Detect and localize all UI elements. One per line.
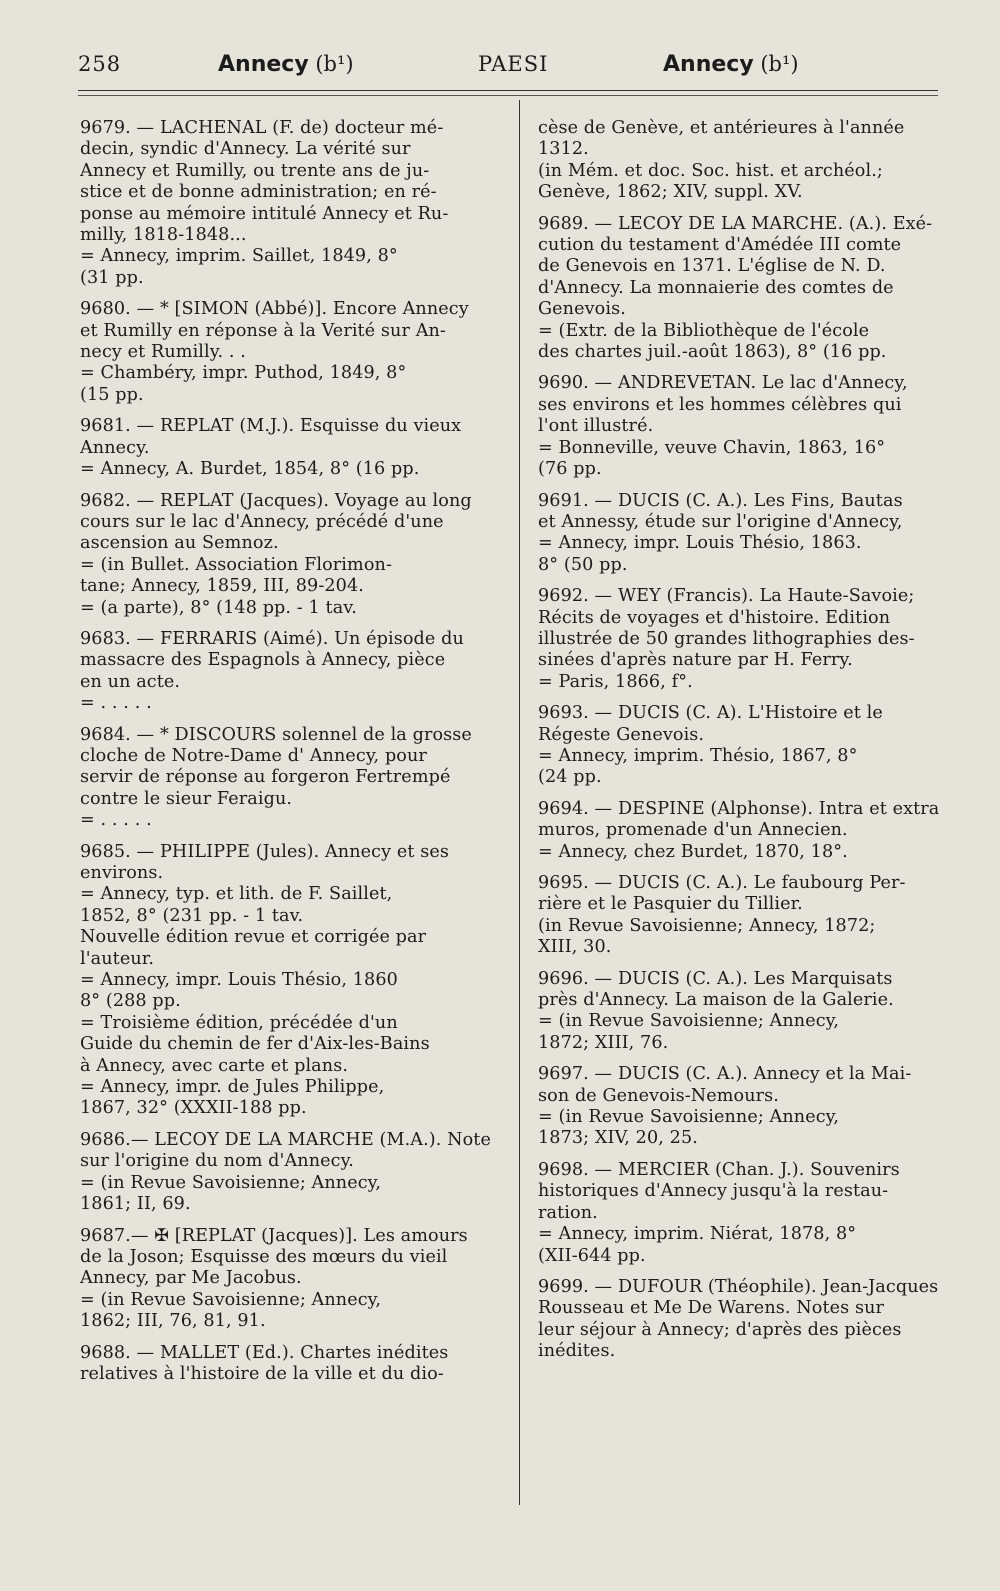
entry-line: 9698. — MERCIER (Chan. J.). Souvenirs [538,1159,900,1180]
entry-line: 9699. — DUFOUR (Théophile). Jean-Jacques [538,1276,939,1297]
bibliography-entry [538,1064,950,1150]
entry-line: cution du testament d'Amédée III comte [538,235,902,256]
entry-line: = . . . . . [80,810,152,831]
running-title-right-suffix: (b¹) [760,52,799,76]
entry-line: = Bonneville, veuve Chavin, 1863, 16° [538,437,886,458]
bibliography-entry [80,725,507,832]
entry-line: Annecy. [80,437,150,458]
entry-line: en un acte. [80,671,181,692]
entry-line: et Annessy, étude sur l'origine d'Annecy, [538,511,903,532]
bibliography-entry [538,799,950,863]
entry-line: = Annecy, imprim. Saillet, 1849, 8° [80,246,398,267]
entry-line: Annecy et Rumilly, ou trente ans de ju- [80,160,430,181]
entry-line: de Genevois en 1371. L'église de N. D. [538,256,886,277]
entry-line: decin, syndic d'Annecy. La vérité sur [80,139,411,160]
entry-line: contre le sieur Feraigu. [80,788,293,809]
entry-line: 1852, 8° (231 pp. - 1 tav. [80,905,304,926]
entry-line: (XII-644 pp. [538,1245,646,1266]
entry-line: (31 pp. [80,267,144,288]
entry-line: 9697. — DUCIS (C. A.). Annecy et la Mai- [538,1064,912,1085]
entry-line: cloche de Notre-Dame d' Annecy, pour [80,745,427,766]
entry-line: 1862; III, 76, 81, 91. [80,1311,266,1332]
entry-line: l'ont illustré. [538,416,654,437]
entry-line: 9690. — ANDREVETAN. Le lac d'Annecy, [538,373,908,394]
entry-line: Rousseau et Me De Warens. Notes sur [538,1298,885,1319]
entry-line: près d'Annecy. La maison de la Galerie. [538,990,894,1011]
entry-line: (in Mém. et doc. Soc. hist. et archéol.; [538,160,883,181]
entry-line: 9685. — PHILIPPE (Jules). Annecy et ses [80,841,449,862]
entry-line: Récits de voyages et d'histoire. Edition [538,607,891,628]
bibliography-entry [538,1160,950,1267]
entry-line: massacre des Espagnols à Annecy, pièce [80,650,446,671]
entry-line: = Annecy, imprim. Niérat, 1878, 8° [538,1224,857,1245]
entry-line: Annecy, par Me Jacobus. [80,1268,302,1289]
entry-line: Guide du chemin de fer d'Aix-les-Bains [80,1034,430,1055]
entry-line: ascension au Semnoz. [80,533,279,554]
entry-line: 8° (50 pp. [538,554,628,575]
header-rule-secondary [78,95,938,96]
entry-line: 9686.— LECOY DE LA MARCHE (M.A.). Note [80,1129,491,1150]
entry-line: d'Annecy. La monnaierie des comtes de [538,277,894,298]
entry-line: sinées d'après nature par H. Ferry. [538,650,853,671]
bibliography-entry [80,1226,507,1333]
bibliography-entry [538,969,950,1055]
bibliography-entry [80,1130,507,1216]
entry-line: 9688. — MALLET (Ed.). Chartes inédites [80,1342,449,1363]
entry-line: 9689. — LECOY DE LA MARCHE. (A.). Exé- [538,213,933,234]
entry-line: ponse au mémoire intitulé Annecy et Ru- [80,203,449,224]
entry-line: 9681. — REPLAT (M.J.). Esquisse du vieux [80,416,462,437]
entry-line: 9684. — * DISCOURS solennel de la grosse [80,724,472,745]
entry-line: (76 pp. [538,459,602,480]
entry-line: Régeste Genevois. [538,724,705,745]
entry-line: historiques d'Annecy jusqu'à la restau- [538,1181,889,1202]
entry-line: 8° (288 pp. [80,991,181,1012]
bibliography-entry [538,1277,950,1363]
entry-line: 1861; II, 69. [80,1194,191,1215]
entry-line: 1873; XIV, 20, 25. [538,1128,698,1149]
entry-line: l'auteur. [80,948,155,969]
entry-line: Nouvelle édition revue et corrigée par [80,927,427,948]
entry-line: 9691. — DUCIS (C. A.). Les Fins, Bautas [538,490,903,511]
bibliography-entry [538,873,950,959]
entry-line: 9679. — LACHENAL (F. de) docteur mé- [80,118,444,138]
entry-line: servir de réponse au forgeron Fertrempé [80,767,451,788]
entry-line: 9695. — DUCIS (C. A.). Le faubourg Per- [538,873,906,893]
entry-line: = Chambéry, impr. Puthod, 1849, 8° [80,363,407,384]
entry-line: Genevois. [538,299,626,320]
bibliography-entry [538,373,950,480]
entry-line: (24 pp. [538,767,602,788]
entry-line: = Annecy, A. Burdet, 1854, 8° (16 pp. [80,459,420,480]
page-number: 258 [78,52,122,76]
entry-line: leur séjour à Annecy; d'après des pièces [538,1319,902,1340]
entry-line: cours sur le lac d'Annecy, précédé d'une [80,511,444,532]
entry-line: et Rumilly en réponse à la Verité sur An- [80,320,446,341]
entry-line: 9693. — DUCIS (C. A). L'Histoire et le [538,703,883,724]
bibliography-entry [80,1343,507,1386]
entry-line: inédites. [538,1341,616,1362]
entry-line: = (in Revue Savoisienne; Annecy, [80,1289,382,1310]
entry-line: = . . . . . [80,693,152,714]
entry-line: de la Joson; Esquisse des mœurs du vieil [80,1246,448,1267]
entry-line: stice et de bonne administration; en ré- [80,182,437,203]
running-title-left-suffix: (b¹) [315,52,354,76]
entry-line: muros, promenade d'un Annecien. [538,820,848,841]
bibliography-entry [538,118,950,204]
left-column [80,118,507,1395]
entry-line: = (Extr. de la Bibliothèque de l'école [538,320,870,341]
running-title-left-text: Annecy [218,52,309,77]
entry-line: = Annecy, impr. Louis Thésio, 1863. [538,533,862,554]
entry-line: 9680. — * [SIMON (Abbé)]. Encore Annecy [80,299,469,320]
entry-line: = (a parte), 8° (148 pp. - 1 tav. [80,597,357,618]
entry-line: ration. [538,1202,598,1223]
entry-line: son de Genevois-Nemours. [538,1085,779,1106]
bibliography-entry [538,214,950,364]
bibliography-entry [80,416,507,480]
bibliography-entry [538,703,950,789]
right-column [538,118,950,1373]
entry-line: 1872; XIII, 76. [538,1032,669,1053]
entry-line: 9683. — FERRARIS (Aimé). Un épisode du [80,628,464,649]
running-title-left [218,52,354,77]
entry-line: illustrée de 50 grandes lithographies des- [538,628,915,649]
entry-line: = Annecy, typ. et lith. de F. Saillet, [80,884,393,905]
entry-line: sur l'origine du nom d'Annecy. [80,1151,354,1172]
bibliography-entry [538,586,950,693]
entry-line: = (in Revue Savoisienne; Annecy, [538,1011,840,1032]
entry-line: relatives à l'histoire de la ville et du dio- [80,1363,444,1384]
entry-line: = Annecy, chez Burdet, 1870, 18°. [538,841,848,862]
running-header [78,52,938,88]
entry-line: necy et Rumilly. . . [80,342,246,363]
entry-line: 9694. — DESPINE (Alphonse). Intra et extra [538,798,940,819]
entry-line: cèse de Genève, et antérieures à l'année [538,118,905,138]
bibliography-entry [80,299,507,406]
entry-line: environs. [80,863,164,883]
entry-line: = Annecy, imprim. Thésio, 1867, 8° [538,745,858,766]
entry-line: = Paris, 1866, f°. [538,671,693,692]
bibliography-entry [538,491,950,577]
entry-line: 1867, 32° (XXXII-188 pp. [80,1098,307,1119]
entry-line: ses environs et les hommes célèbres qui [538,394,902,415]
entry-line: tane; Annecy, 1859, III, 89-204. [80,576,364,597]
entry-line: XIII, 30. [538,937,612,958]
entry-line: = (in Revue Savoisienne; Annecy, [80,1172,382,1193]
entry-line: (in Revue Savoisienne; Annecy, 1872; [538,915,876,936]
header-rule [78,90,938,91]
entry-line: milly, 1818-1848... [80,225,247,246]
running-title-right [663,52,799,77]
entry-line: Genève, 1862; XIV, suppl. XV. [538,182,803,203]
entry-line: 9692. — WEY (Francis). La Haute-Savoie; [538,586,915,607]
entry-line: = Troisième édition, précédée d'un [80,1012,398,1033]
bibliography-entry [80,629,507,715]
entry-line: à Annecy, avec carte et plans. [80,1055,349,1076]
entry-line: = Annecy, impr. de Jules Philippe, [80,1077,385,1098]
entry-line: 9682. — REPLAT (Jacques). Voyage au long [80,490,472,511]
entry-line: 9687.— ✠ [REPLAT (Jacques)]. Les amours [80,1225,468,1246]
entry-line: 9696. — DUCIS (C. A.). Les Marquisats [538,968,893,989]
running-title-right-text: Annecy [663,52,754,77]
entry-line: (15 pp. [80,384,144,405]
entry-line: = (in Revue Savoisienne; Annecy, [538,1107,840,1128]
entry-line: 1312. [538,139,589,160]
bibliography-entry [80,118,507,289]
bibliography-entry [80,842,507,1120]
bibliography-entry [80,491,507,619]
entry-line: = Annecy, impr. Louis Thésio, 1860 [80,970,398,991]
entry-line: = (in Bullet. Association Florimon- [80,554,392,575]
entry-line: des chartes juil.-août 1863), 8° (16 pp. [538,342,887,363]
column-divider [519,100,520,1505]
running-title-center: PAESI [478,52,549,76]
entry-line: rière et le Pasquier du Tillier. [538,894,803,915]
